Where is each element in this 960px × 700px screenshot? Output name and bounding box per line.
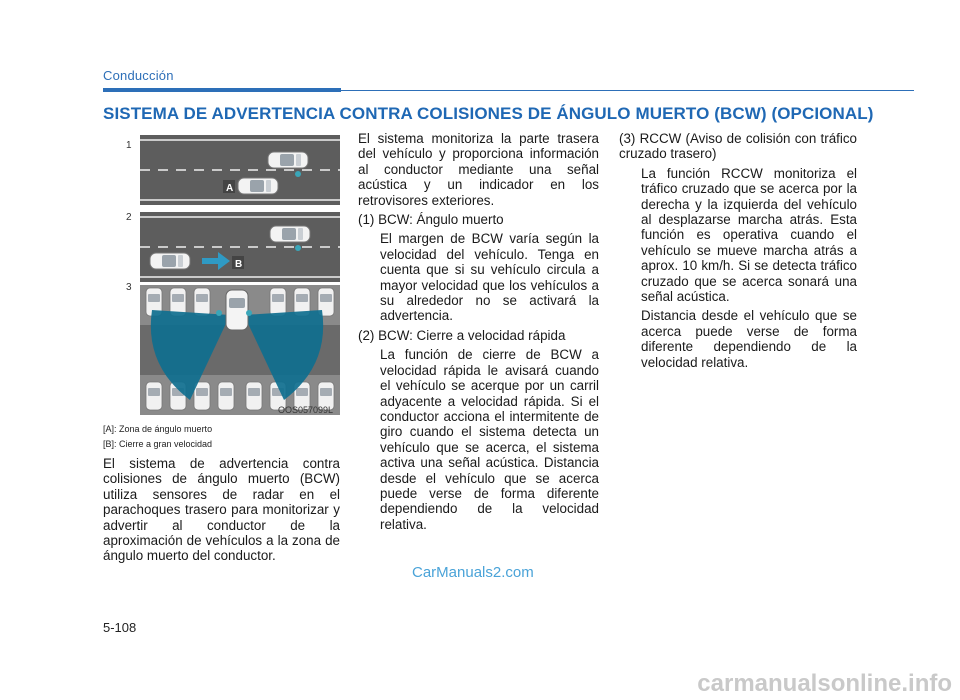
header-rule-thick xyxy=(103,88,341,92)
bcw-illustration xyxy=(118,130,342,420)
item-3-title: (3) RCCW (Aviso de colisión con tráfico cruzado trasero) xyxy=(619,131,857,162)
header-rule-thin xyxy=(341,90,914,91)
caption-b: [B]: Cierre a gran velocidad xyxy=(103,439,213,449)
page-heading: SISTEMA DE ADVERTENCIA CONTRA COLISIONES DE ÁNGULO MUERTO (BCW) (OPCIONAL) xyxy=(103,104,874,123)
item-3-body-2: Distancia desde el vehículo que se acerca puede verse de forma diferente dependiendo de la velocidad relativa. xyxy=(641,308,857,370)
footer-watermark: carmanualsonline.info xyxy=(697,670,952,697)
section-label: Conducción xyxy=(103,68,174,83)
column-3 xyxy=(619,131,857,370)
figure-code: OOS057099L xyxy=(278,405,334,415)
item-2-title: (2) BCW: Cierre a velocidad rápida xyxy=(358,327,566,343)
page-number: 5-108 xyxy=(103,620,137,635)
column-1 xyxy=(103,456,340,564)
site-watermark[interactable]: CarManuals2.com xyxy=(412,564,534,581)
panel-number-1: 1 xyxy=(126,140,132,151)
panel-1-road xyxy=(140,135,340,205)
monitor-paragraph: El sistema monitoriza la parte trasera del vehículo y proporciona información al conductor mediante una señal acústica y un indicador en los retrovisores exteriores. xyxy=(358,131,599,208)
intro-paragraph: El sistema de advertencia contra colisiones de ángulo muerto (BCW) utiliza sensores de radar en el parachoques trasero para monitorizar y advertir al conductor de la aproximación de vehículos a la zona de ángulo muerto del conductor. xyxy=(103,456,340,564)
item-1-body: El margen de BCW varía según la velocidad del vehículo. Tenga en cuenta que si su vehículo circula a mayor velocidad que los vehículos a su alrededor no se activará la advertencia. xyxy=(380,231,599,324)
bcw-figure xyxy=(118,130,342,420)
panel-number-2: 2 xyxy=(126,212,132,223)
item-3-body-1: La función RCCW monitoriza el tráfico cruzado que se acerca por la derecha y la izquierda del vehículo al desplazarse marcha atrás. Esta función es operativa cuando el vehículo se mueve marcha atrás a aprox. 10 km/h. Si se detecta tráfico cruzado que se acerca sonará una señal acústica. xyxy=(641,165,857,305)
panel-number-3: 3 xyxy=(126,282,132,293)
caption-a: [A]: Zona de ángulo muerto xyxy=(103,424,213,434)
item-2-body: La función de cierre de BCW a velocidad rápida le avisará cuando el vehículo se acerque por un carril adyacente a velocidad rápida. Si el conductor acciona el intermitente de giro cuando el sistema detecta un vehículo que se acerca, el sistema activa una señal acústica. Distancia desde el vehículo que se acerca puede verse de forma diferente dependiendo de la velocidad relativa. xyxy=(380,347,599,532)
panel-2-road xyxy=(140,212,340,282)
panel-3-parking xyxy=(140,285,340,415)
item-1-title: (1) BCW: Ángulo muerto xyxy=(358,212,504,228)
badge-b: B xyxy=(235,259,243,270)
column-2 xyxy=(358,131,599,532)
badge-a: A xyxy=(226,183,234,194)
